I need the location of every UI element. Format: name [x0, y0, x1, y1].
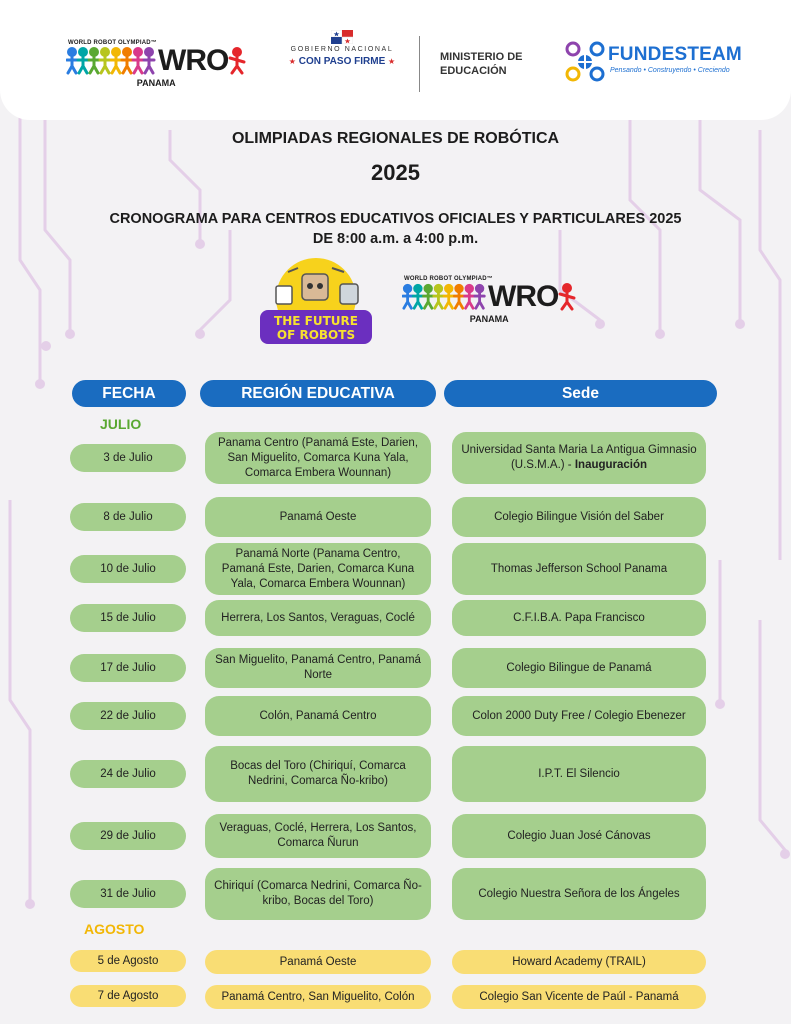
page-title: OLIMPIADAS REGIONALES DE ROBÓTICA — [231, 130, 560, 147]
region-cell: Panamá Oeste — [205, 950, 431, 974]
venue-cell — [452, 814, 706, 858]
venue-text — [538, 767, 620, 782]
venue-cell — [452, 432, 706, 484]
ministry-logo — [440, 50, 523, 78]
wro-country: PANAMA — [469, 314, 509, 324]
venue-name: Colegio San Vicente de Paúl - Panamá — [479, 990, 679, 1003]
venue-text — [460, 443, 698, 473]
venue-name: Colon 2000 Duty Free / Colegio Ebenezer — [472, 709, 686, 722]
date-cell: 24 de Julio — [70, 760, 186, 788]
wro-wordmark: WRO — [158, 44, 229, 77]
venue-text — [507, 829, 650, 844]
date-cell: 17 de Julio — [70, 654, 186, 682]
column-header-venue: Sede — [444, 380, 717, 407]
wro-small-text: WORLD ROBOT OLYMPIAD™ — [68, 40, 157, 46]
fundesteam-name: FUNDESTEAM — [608, 44, 742, 65]
date-cell: 5 de Agosto — [70, 950, 186, 972]
venue-text — [491, 562, 667, 577]
venue-name: Howard Academy (TRAIL) — [512, 955, 646, 968]
region-cell: Panama Centro (Panamá Este, Darien, San Miguelito, Comarca Kuna Yala, Comarca Embera Wounnan) — [205, 432, 431, 484]
venue-cell — [452, 696, 706, 736]
wro-small-text: WORLD ROBOT OLYMPIAD™ — [404, 276, 493, 282]
venue-cell — [452, 985, 706, 1009]
future-of-robots-logo — [254, 256, 378, 350]
venue-name: I.P.T. El Silencio — [538, 767, 620, 780]
venue-text — [478, 887, 679, 902]
venue-cell — [452, 746, 706, 802]
column-header-date: FECHA — [72, 380, 186, 407]
venue-cell — [452, 950, 706, 974]
venue-highlight: Inauguración — [574, 459, 648, 471]
date-cell: 7 de Agosto — [70, 985, 186, 1007]
header-divider — [419, 36, 420, 92]
wro-logo-secondary — [402, 276, 576, 324]
venue-name: Thomas Jefferson School Panama — [490, 562, 668, 575]
venue-name: Colegio Bilingue de Panamá — [506, 661, 652, 674]
government-slogan: CON PASO FIRME — [298, 56, 386, 67]
region-cell: Chiriquí (Comarca Nedrini, Comarca Ño-kribo, Bocas del Toro) — [205, 868, 431, 920]
star-icon: ★ — [288, 57, 296, 66]
venue-name: Colegio Bilingue Visión del Saber — [494, 510, 664, 523]
government-label: GOBIERNO NACIONAL — [290, 46, 394, 53]
ministry-line-2: EDUCACIÓN — [440, 65, 507, 77]
venue-name: C.F.I.B.A. Papa Francisco — [513, 611, 645, 624]
wro-wordmark: WRO — [488, 280, 559, 313]
region-cell: Colón, Panamá Centro — [205, 696, 431, 736]
fundesteam-tagline: Pensando • Construyendo • Creciendo — [610, 67, 730, 74]
venue-cell — [452, 868, 706, 920]
date-cell: 29 de Julio — [70, 822, 186, 850]
venue-text — [494, 510, 664, 525]
column-header-region: REGIÓN EDUCATIVA — [200, 380, 436, 407]
page-subtitle: CRONOGRAMA PARA CENTROS EDUCATIVOS OFICIALES Y PARTICULARES 2025 — [109, 211, 682, 227]
month-label-july: JULIO — [100, 416, 142, 432]
date-cell: 8 de Julio — [70, 503, 186, 531]
star-icon: ★ — [388, 57, 396, 66]
fundesteam-emblem-icon — [564, 40, 606, 84]
venue-text — [512, 955, 646, 970]
venue-name: Colegio Juan José Cánovas — [507, 829, 651, 842]
wro-logo — [66, 40, 246, 88]
venue-name: Universidad Santa Maria La Antigua Gimnasio (U.S.M.A.) - — [461, 444, 697, 471]
government-slogan-row — [280, 56, 404, 67]
region-cell: San Miguelito, Panamá Centro, Panamá Norte — [205, 648, 431, 688]
venue-text — [513, 611, 645, 626]
venue-text — [472, 709, 686, 724]
date-cell: 10 de Julio — [70, 555, 186, 583]
panama-flag-icon — [331, 30, 353, 44]
header-banner — [0, 0, 791, 120]
wro-country: PANAMA — [136, 78, 176, 88]
region-cell: Panamá Oeste — [205, 497, 431, 537]
future-of-robots-emblem — [254, 256, 378, 350]
page-year: 2025 — [371, 160, 420, 185]
venue-text — [479, 990, 678, 1005]
theme-line-1: THE FUTURE — [274, 314, 358, 328]
fundesteam-logo — [564, 40, 740, 84]
region-cell: Herrera, Los Santos, Veraguas, Coclé — [205, 600, 431, 636]
region-cell: Bocas del Toro (Chiriquí, Comarca Nedrini, Comarca Ño-kribo) — [205, 746, 431, 802]
venue-name: Colegio Nuestra Señora de los Ángeles — [478, 887, 680, 900]
date-cell: 3 de Julio — [70, 444, 186, 472]
theme-line-2: OF ROBOTS — [276, 328, 356, 342]
venue-cell — [452, 648, 706, 688]
date-cell: 15 de Julio — [70, 604, 186, 632]
page-hours: DE 8:00 a.m. a 4:00 p.m. — [312, 231, 479, 247]
wro-people-icon — [402, 283, 488, 311]
region-cell: Panamá Centro, San Miguelito, Colón — [205, 985, 431, 1009]
month-label-august: AGOSTO — [84, 921, 145, 937]
venue-cell — [452, 600, 706, 636]
region-cell: Veraguas, Coclé, Herrera, Los Santos, Comarca Ñurun — [205, 814, 431, 858]
wro-red-person-icon — [558, 283, 576, 311]
ministry-line-1: MINISTERIO DE — [440, 51, 523, 63]
venue-cell — [452, 543, 706, 595]
region-cell: Panamá Norte (Panama Centro, Pamaná Este, Darien, Comarca Kuna Yala, Comarca Embera Wounnan) — [205, 543, 431, 595]
wro-people-icon — [66, 47, 158, 75]
government-logo — [280, 46, 404, 67]
wro-red-person-icon — [228, 47, 246, 75]
venue-cell — [452, 497, 706, 537]
venue-text — [506, 661, 651, 676]
date-cell: 31 de Julio — [70, 880, 186, 908]
date-cell: 22 de Julio — [70, 702, 186, 730]
